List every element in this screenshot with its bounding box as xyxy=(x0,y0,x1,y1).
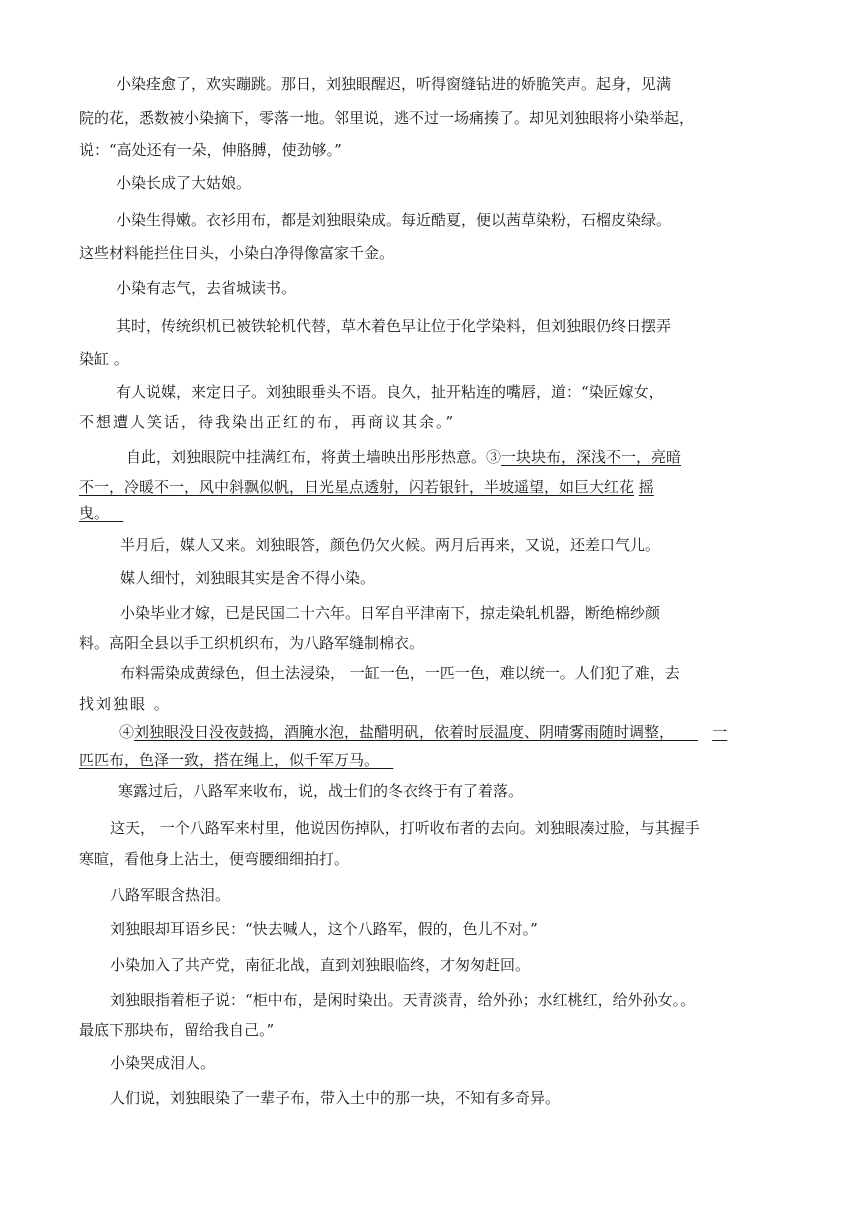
text-line: 有人说媒，来定日子。刘独眼垂头不语。良久，扯开粘连的嘴唇，道：“染匠嫁女， xyxy=(116,383,664,401)
text-line: 半月后，媒人又来。刘独眼答，颜色仍欠火候。两月后再来，又说，还差口气儿。 xyxy=(120,536,661,554)
underlined-passage-4: 匹匹布，色泽一致，搭在绳上，似千军万马。 xyxy=(79,751,380,769)
text-run: ④ xyxy=(119,723,135,741)
text-line: 其时，传统织机已被铁轮机代替，草木着色早让位于化学染料，但刘独眼仍终日摆弄 xyxy=(116,317,672,335)
text-line: 说：“高处还有一朵，伸胳膊，使劲够。” xyxy=(79,141,342,159)
text-line: 小染长成了大姑娘。 xyxy=(116,174,252,192)
text-line: 这些材料能拦住日头，小染白净得像富家千金。 xyxy=(79,244,395,262)
text-line: 染缸 。 xyxy=(79,350,129,368)
text-line xyxy=(79,503,123,523)
text-line: 八路军眼含热泪。 xyxy=(110,886,231,904)
text-line: 小染有志气，去省城读书。 xyxy=(116,279,297,297)
underlined-passage-3: 曳。 xyxy=(79,504,110,522)
text-run: 自此，刘独眼院中挂满红布，将黄土墙映出彤彤热意。③ xyxy=(126,448,502,466)
text-line: 媒人细忖，刘独眼其实是舍不得小染。 xyxy=(120,569,376,587)
text-line: 刘独眼却耳语乡民：“快去喊人，这个八路军，假的，色儿不对。” xyxy=(110,920,538,938)
text-line: 院的花，悉数被小染摘下，零落一地。邻里说，逃不过一场痛揍了。却见刘独眼将小染举起， xyxy=(79,109,695,127)
text-line: 不想遭人笑话，待我染出正红的布，再商议其余。” xyxy=(79,413,456,431)
text-line: 小染哭成泪人。 xyxy=(110,1054,216,1072)
text-line: 小染加入了共产党，南征北战，直到刘独眼临终，才匆匆赶回。 xyxy=(110,956,531,974)
text-line: 料。高阳全县以手工织机织布，为八路军缝制棉衣。 xyxy=(79,634,425,652)
underlined-passage-3: 不一，冷暖不一，风中斜飘似帆，日光星点透射，闪若银针，半坡遥望，如巨大红花 xyxy=(79,478,635,496)
text-line: 最底下那块布，留给我自己。” xyxy=(79,1021,275,1039)
underline-tail xyxy=(109,504,123,522)
underline-tail xyxy=(379,751,393,769)
text-line: 人们说，刘独眼染了一辈子布，带入土中的那一块，不知有多奇异。 xyxy=(110,1089,561,1107)
text-line: 小染毕业才嫁，已是民国二十六年。日军自平津南下，掠走染轧机器，断绝棉纱颜 xyxy=(120,604,661,622)
underlined-passage-3: 摇 xyxy=(638,478,654,496)
underline-tail xyxy=(674,723,698,741)
text-line xyxy=(119,722,727,742)
underlined-passage-4: 一 xyxy=(712,723,728,741)
text-line: 刘独眼指着柜子说：“柜中布，是闲时染出。天青淡青，给外孙；水红桃红，给外孙女。。 xyxy=(110,991,696,1009)
text-line: 布料需染成黄绿色，但土法浸染， 一缸一色，一匹一色，难以统一。人们犯了难，去 xyxy=(120,664,680,682)
text-line xyxy=(126,447,681,467)
text-line: 小染生得嫩。衣衫用布，都是刘独眼染成。每近酷夏，便以茜草染粉，石榴皮染绿。 xyxy=(116,211,672,229)
text-line: 小染痊愈了，欢实蹦跳。那日，刘独眼醒迟，听得窗缝钻进的娇脆笑声。起身，见满 xyxy=(116,75,672,93)
text-line xyxy=(79,750,393,770)
text-line: 寒露过后，八路军来收布，说，战士们的冬衣终于有了着落。 xyxy=(118,782,524,800)
underlined-passage-3: 一块块布，深浅不一，亮暗 xyxy=(501,448,682,466)
text-line: 寒暄，看他身上沾土，便弯腰细细拍打。 xyxy=(79,850,350,868)
text-line: 找刘独眼 。 xyxy=(79,695,171,713)
text-line: 这天， 一个八路军来村里，他说因伤掉队，打听收布者的去向。刘独眼凑过脸，与其握手 xyxy=(110,819,700,837)
text-line xyxy=(79,477,654,497)
underlined-passage-4: 刘独眼没日没夜鼓捣，酒腌水泡，盐醋明矾，依着时辰温度、阴晴雾雨随时调整， xyxy=(134,723,675,741)
